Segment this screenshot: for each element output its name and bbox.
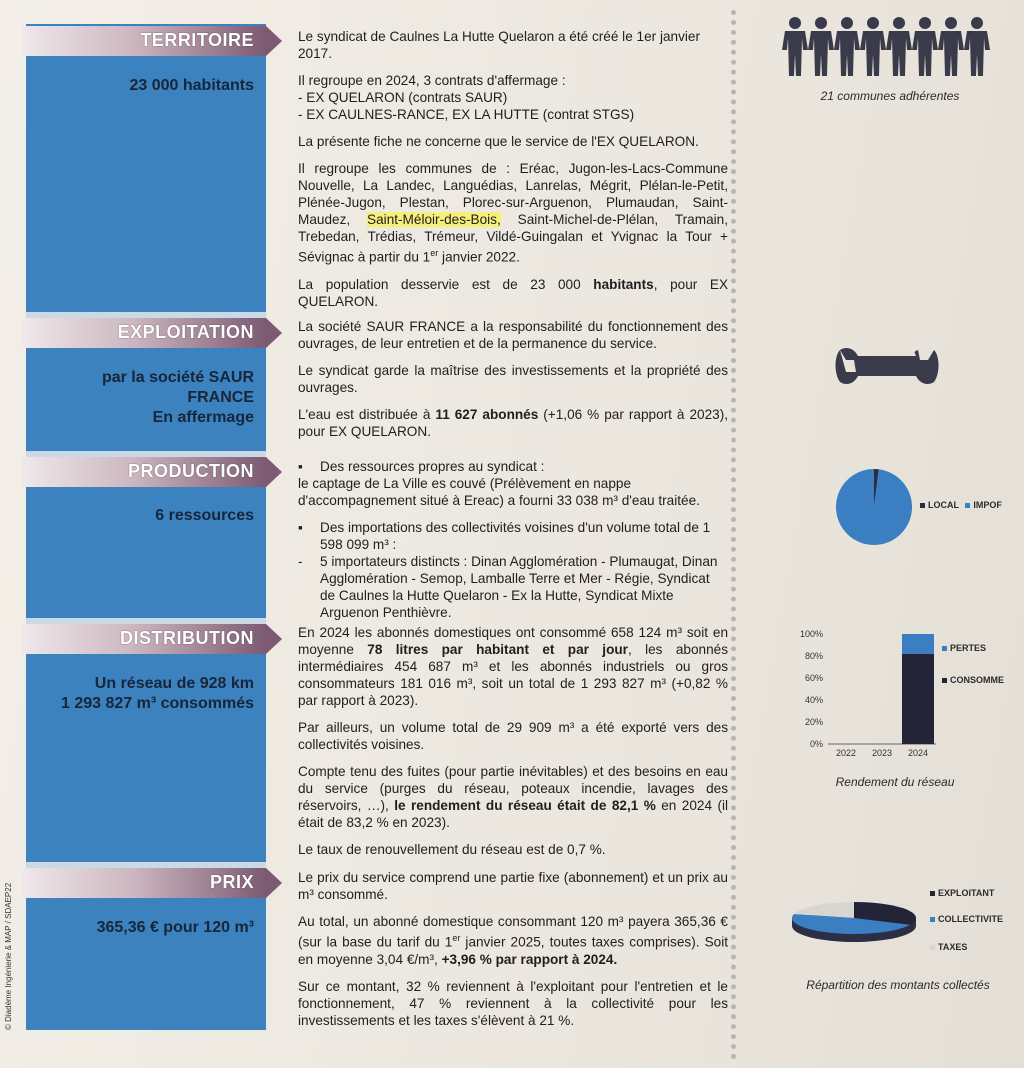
production-pie-chart xyxy=(834,467,914,547)
production-b2-title: Des importations des collectivités voisines d'un volume total de 1 598 099 m³ : xyxy=(320,520,711,552)
exploitation-p3 xyxy=(298,406,728,440)
section-header-production xyxy=(22,457,280,487)
pie-slice-import xyxy=(836,469,912,545)
production-b1-body: le captage de La Ville es couvé (Prélèvement en nappe d'accompagnement situé à Ereac) a fourni 33 038 m³ d'eau traitée. xyxy=(298,476,700,508)
bullet-marker: ▪ xyxy=(298,459,303,474)
x-tick-label: 2023 xyxy=(871,748,893,758)
dash-marker: - xyxy=(298,554,303,569)
person-icon xyxy=(782,17,808,76)
price-d: . xyxy=(613,951,618,967)
bullet-marker: ▪ xyxy=(298,520,303,535)
prix-p3: Sur ce montant, 32 % reviennent à l'exploitant pour l'entretien et le fonctionnement, 47 % reviennent à la collectivité pour les investissements et les taxes s'élèvent à 21 %. xyxy=(298,978,728,1028)
territoire-p4 xyxy=(298,160,728,266)
legend-swatch xyxy=(942,678,947,683)
exploitation-text xyxy=(298,318,728,450)
legend-import: IMPOF xyxy=(973,500,1002,510)
territoire-p1: Le syndicat de Caulnes La Hutte Quelaron a été créé le 1er janvier 2017. xyxy=(298,29,701,61)
distribution-p2: Par ailleurs, un volume total de 29 909 m³ a été exporté vers des collectivités voisines. xyxy=(298,720,728,752)
legend-swatch xyxy=(930,945,935,950)
legend-swatch xyxy=(930,917,935,922)
consumption-a: En 2024 les abonnés domestiques ont consommé 658 124 m³ soit en moyenne xyxy=(298,625,728,657)
pie3-caption: Répartition des montants collectés xyxy=(806,978,990,992)
x-tick-label: 2022 xyxy=(835,748,857,758)
prix-p1: Le prix du service comprend une partie fixe (abonnement) et un prix au m³ consommé. xyxy=(298,870,728,902)
legend-collectivite: COLLECTIVITE xyxy=(938,914,1003,924)
legend-taxes: TAXES xyxy=(938,942,968,952)
territoire-p5 xyxy=(298,276,728,310)
communes-list-a: Il regroupe les communes de : Eréac, Jugon-les-Lacs-Commune Nouvelle, La Landec, Languédias, Lanrelas, Mégrit, Plélan-le-Petit, Plénée-Jugon, Plestan, Plorec-sur-Arguenon, Plumaudan, Saint-Maudez, xyxy=(298,161,728,227)
dotted-separator xyxy=(731,10,736,1060)
consumption-c: , les abonnés intermédiaires 454 687 m³ et les abonnés industriels ou gros consommateurs 181 016 m³, soit un total de 1 293 827 m³ (+0,82 % par rapport à 2023). xyxy=(298,642,728,708)
prix-text xyxy=(298,869,728,1039)
exploitation-p1: La société SAUR FRANCE a la responsabilité du fonctionnement des ouvrages, de leur entretien et de la permanence du service. xyxy=(298,319,728,351)
distribution-subtitle xyxy=(30,674,254,714)
legend-local: LOCAL xyxy=(928,500,959,510)
prix-subtitle: 365,36 € pour 120 m³ xyxy=(96,919,254,936)
legend-pertes: PERTES xyxy=(950,643,987,653)
distribution-p3 xyxy=(298,763,728,831)
person-icon xyxy=(860,17,886,76)
y-tick-label: 20% xyxy=(804,717,823,727)
rendement-a: Compte tenu des fuites (pour partie inévitables) et des besoins en eau du service (purges du réseau, poteaux incendie, lavages des réservoirs, …), xyxy=(298,764,728,813)
wrench-icon xyxy=(832,344,942,388)
legend-consomme: CONSOMME xyxy=(950,675,1004,685)
section-title-production: PRODUCTION xyxy=(128,461,254,481)
communes-list-c: janvier 2022. xyxy=(442,249,520,265)
y-tick-label: 40% xyxy=(804,695,823,705)
contract-line-1: - EX QUELARON (contrats SAUR) xyxy=(298,90,508,105)
section-header-prix xyxy=(22,868,280,898)
bar-legend-consomme xyxy=(942,675,1004,685)
price-a: Au total, un abonné domestique consommant 120 m³ payera 365,36 € (sur la base du tarif du 1 xyxy=(298,914,728,950)
section-title-exploitation: EXPLOITATION xyxy=(117,322,254,342)
production-b1-title: Des ressources propres au syndicat : xyxy=(320,459,545,474)
bar-legend-pertes xyxy=(942,643,986,653)
legend-swatch xyxy=(942,646,947,651)
person-icon xyxy=(938,17,964,76)
production-b2-body: 5 importateurs distincts : Dinan Agglomération - Plumaugat, Dinan Agglomération - Semop, Lamballe Terre et Mer - Régie, Syndicat de Caulnes la Hutte Quelaron - Ex la Hutte, Syndicat Mixte Arguenon Penthièvre. xyxy=(320,554,718,620)
distribution-p1 xyxy=(298,624,728,709)
people-icon-group xyxy=(782,16,988,78)
population-b: habitants xyxy=(593,276,654,292)
legend-swatch xyxy=(920,503,925,508)
price-b: janvier 2025, toutes taxes comprises). Soit en moyenne 3,04 €/m³, xyxy=(298,934,729,967)
people-caption: 21 communes adhérentes xyxy=(820,89,960,103)
exploitation-p2: Le syndicat garde la maîtrise des investissements et la propriété des ouvrages. xyxy=(298,363,728,395)
person-icon xyxy=(834,17,860,76)
credit-text: © Diadème Ingénierie & MAP / SDAEP22 xyxy=(4,882,13,1030)
prix-p2 xyxy=(298,913,728,968)
rendement-bar-chart xyxy=(790,628,940,763)
exploitation-sub-line-3: En affermage xyxy=(152,409,254,426)
communes-sup: er xyxy=(430,248,439,258)
rendement-c: en 2024 (il était de 83,2 % en 2023). xyxy=(298,798,729,830)
section-title-territoire: TERRITOIRE xyxy=(140,30,254,50)
production-text xyxy=(298,458,728,631)
highlighted-commune: Saint-Méloir-des-Bois, xyxy=(367,212,501,227)
exploitation-subtitle xyxy=(30,368,254,428)
bar-pertes-2024 xyxy=(902,634,934,654)
exploitation-sub-line-1: par la société SAUR xyxy=(101,369,254,386)
bar-chart-caption: Rendement du réseau xyxy=(835,775,955,789)
section-title-distribution: DISTRIBUTION xyxy=(120,628,254,648)
legend-swatch xyxy=(965,503,970,508)
legend-exploitant: EXPLOITANT xyxy=(938,888,995,898)
y-tick-label: 100% xyxy=(799,629,823,639)
section-header-exploitation xyxy=(22,318,280,348)
contract-line-2: - EX CAULNES-RANCE, EX LA HUTTE (contrat STGS) xyxy=(298,107,635,122)
person-icon xyxy=(886,17,912,76)
subscribers-b: 11 627 abonnés xyxy=(435,407,539,422)
communes-list-b: Saint-Michel-de-Plélan, Tramain, Trebedan, Trédias, Trémeur, Vildé-Guingalan et Yvignac la Tour + Sévignac à partir du 1 xyxy=(298,212,728,265)
distribution-sub-line-1: Un réseau de 928 km xyxy=(94,675,254,692)
territoire-text xyxy=(298,28,728,320)
price-sup: er xyxy=(452,933,461,943)
section-title-prix: PRIX xyxy=(209,872,254,892)
consumption-b: 78 litres par habitant et par jour xyxy=(367,642,628,657)
territoire-p2 xyxy=(298,72,728,123)
montants-pie-chart xyxy=(790,896,924,944)
pie3-legend-exploitant xyxy=(930,888,994,898)
territoire-p3: La présente fiche ne concerne que le service de l'EX QUELARON. xyxy=(298,134,699,149)
section-header-distribution xyxy=(22,624,280,654)
exploitation-sub-line-2: FRANCE xyxy=(187,389,254,406)
distribution-sub-line-2: 1 293 827 m³ consommés xyxy=(61,695,254,712)
y-tick-label: 80% xyxy=(804,651,823,661)
bar-consomme-2024 xyxy=(902,654,934,744)
subscribers-a: L'eau est distribuée à xyxy=(298,407,431,422)
production-bullet-2 xyxy=(298,519,728,621)
subscribers-c: (+1,06 % par rapport à 2023), pour EX QUELARON. xyxy=(298,407,729,439)
legend-swatch xyxy=(930,891,935,896)
pie3-legend-taxes xyxy=(930,942,967,952)
production-pie-legend xyxy=(920,500,1002,510)
person-icon xyxy=(912,17,938,76)
population-a: La population desservie est de 23 000 xyxy=(298,276,581,292)
distribution-text xyxy=(298,624,728,868)
production-subtitle: 6 ressources xyxy=(155,507,254,524)
territoire-subtitle: 23 000 habitants xyxy=(129,77,254,94)
y-tick-label: 0% xyxy=(809,739,823,749)
y-tick-label: 60% xyxy=(804,673,823,683)
population-c: , pour EX QUELARON. xyxy=(298,276,729,309)
pie3-legend-collectivite xyxy=(930,914,1003,924)
production-bullet-1 xyxy=(298,458,728,509)
person-icon xyxy=(808,17,834,76)
price-c: +3,96 % par rapport à 2024 xyxy=(441,951,614,967)
person-icon xyxy=(964,17,990,76)
contracts-intro: Il regroupe en 2024, 3 contrats d'affermage : xyxy=(298,73,566,88)
rendement-b: le rendement du réseau était de 82,1 % xyxy=(394,798,656,813)
section-header-territoire xyxy=(22,26,280,56)
distribution-p4: Le taux de renouvellement du réseau est de 0,7 %. xyxy=(298,842,606,857)
x-tick-label: 2024 xyxy=(907,748,929,758)
